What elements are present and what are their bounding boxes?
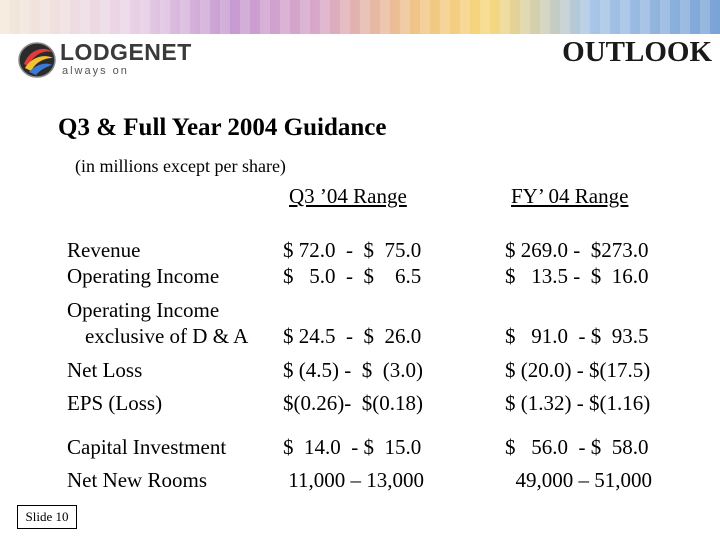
slide-title: OUTLOOK bbox=[562, 36, 712, 68]
q3-range-cell: $ 24.5 - $ 26.0 bbox=[283, 324, 422, 348]
row-label-continuation: exclusive of D & A bbox=[85, 324, 249, 348]
logo-wordmark: LODGENET bbox=[60, 39, 192, 65]
lodgenet-globe-icon bbox=[16, 38, 58, 80]
row-label: Net Loss bbox=[67, 358, 143, 382]
q3-range-cell: $(0.26)- $(0.18) bbox=[283, 391, 423, 415]
fy-range-cell: $ 91.0 - $ 93.5 bbox=[505, 324, 649, 348]
table-row bbox=[0, 264, 720, 290]
fy-range-cell: $ 13.5 - $ 16.0 bbox=[505, 264, 649, 288]
table-row bbox=[0, 324, 720, 350]
column-header-q3: Q3 ’04 Range bbox=[289, 184, 407, 208]
lodgenet-logo bbox=[16, 38, 192, 82]
table-row bbox=[0, 391, 720, 417]
row-label: Net New Rooms bbox=[67, 468, 207, 492]
q3-range-cell: $ 5.0 - $ 6.5 bbox=[283, 264, 422, 288]
q3-range-cell: 11,000 – 13,000 bbox=[283, 468, 424, 492]
units-note: (in millions except per share) bbox=[75, 156, 286, 176]
decorative-banner bbox=[0, 0, 720, 34]
table-row bbox=[0, 435, 720, 461]
table-row-label-line1 bbox=[0, 298, 720, 324]
table-row bbox=[0, 468, 720, 494]
column-header-fy: FY’ 04 Range bbox=[511, 184, 629, 208]
table-row bbox=[0, 238, 720, 264]
logo-tagline: always on bbox=[62, 65, 129, 77]
slide-number: Slide 10 bbox=[17, 505, 77, 529]
q3-range-cell: $ 72.0 - $ 75.0 bbox=[283, 238, 422, 262]
fy-range-cell: $ (20.0) - $(17.5) bbox=[505, 358, 651, 382]
fy-range-cell: $ 56.0 - $ 58.0 bbox=[505, 435, 649, 459]
guidance-heading: Q3 & Full Year 2004 Guidance bbox=[58, 114, 387, 141]
table-row bbox=[0, 358, 720, 384]
q3-range-cell: $ (4.5) - $ (3.0) bbox=[283, 358, 423, 382]
row-label: Revenue bbox=[67, 238, 141, 262]
row-label: Capital Investment bbox=[67, 435, 227, 459]
fy-range-cell: 49,000 – 51,000 bbox=[505, 468, 652, 492]
fy-range-cell: $ (1.32) - $(1.16) bbox=[505, 391, 651, 415]
q3-range-cell: $ 14.0 - $ 15.0 bbox=[283, 435, 422, 459]
fy-range-cell: $ 269.0 - $273.0 bbox=[505, 238, 649, 262]
row-label: EPS (Loss) bbox=[67, 391, 163, 415]
row-label: Operating Income bbox=[67, 298, 220, 322]
row-label: Operating Income bbox=[67, 264, 220, 288]
